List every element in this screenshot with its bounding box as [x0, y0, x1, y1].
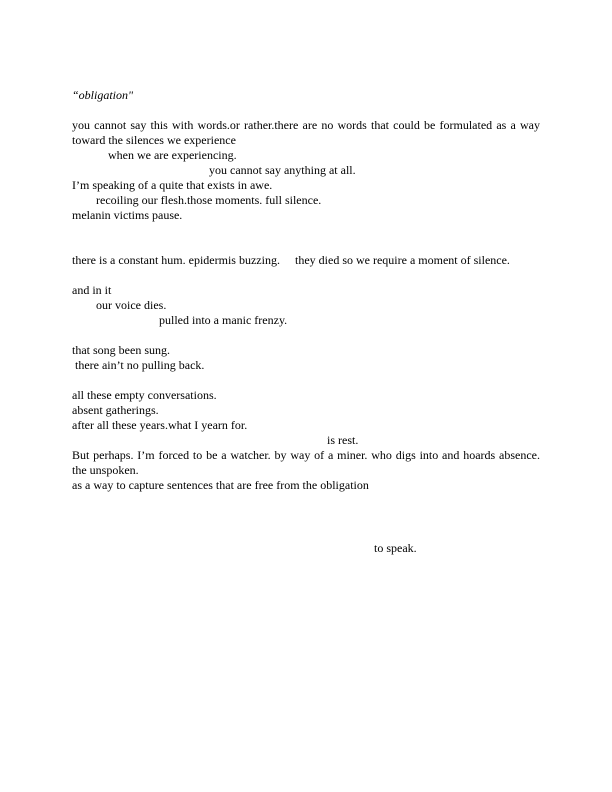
poem-line: the unspoken.: [72, 463, 139, 477]
poem-line: you cannot say anything at all.: [209, 163, 356, 177]
poem-line: recoiling our flesh.those moments. full silence.: [96, 193, 322, 207]
poem-line: our voice dies.: [96, 298, 167, 312]
poem-title: “obligation": [72, 88, 134, 102]
poem-final-line: to speak.: [374, 541, 417, 555]
stanza-opening-justified: [72, 118, 540, 133]
poem-line: there is a constant hum. epidermis buzzing.: [72, 253, 280, 267]
poem-line: But perhaps. I’m forced to be a watcher. by way of a miner. who digs into and hoards absence.: [72, 448, 540, 462]
poem-line: when we are experiencing.: [108, 148, 237, 162]
poem-line: all these empty conversations.: [72, 388, 217, 402]
poem-line: there ain’t no pulling back.: [72, 358, 205, 372]
poem-line: they died so we require a moment of silence.: [295, 253, 510, 267]
poem-line: pulled into a manic frenzy.: [159, 313, 288, 327]
poem-line: is rest.: [327, 433, 359, 447]
stanza-closing-justified: [72, 448, 540, 463]
poem-line: you cannot say this with words.or rather.there are no words that could be formulated as a way: [72, 118, 540, 132]
poem-line: as a way to capture sentences that are free from the obligation: [72, 478, 369, 492]
poem-line: melanin victims pause.: [72, 208, 183, 222]
poem-line: that song been sung.: [72, 343, 170, 357]
poem-line: and in it: [72, 283, 112, 297]
poem-line: after all these years.what I yearn for.: [72, 418, 248, 432]
poem-line: I’m speaking of a quite that exists in awe.: [72, 178, 273, 192]
poem-line: toward the silences we experience: [72, 133, 236, 147]
poem-line: absent gatherings.: [72, 403, 159, 417]
